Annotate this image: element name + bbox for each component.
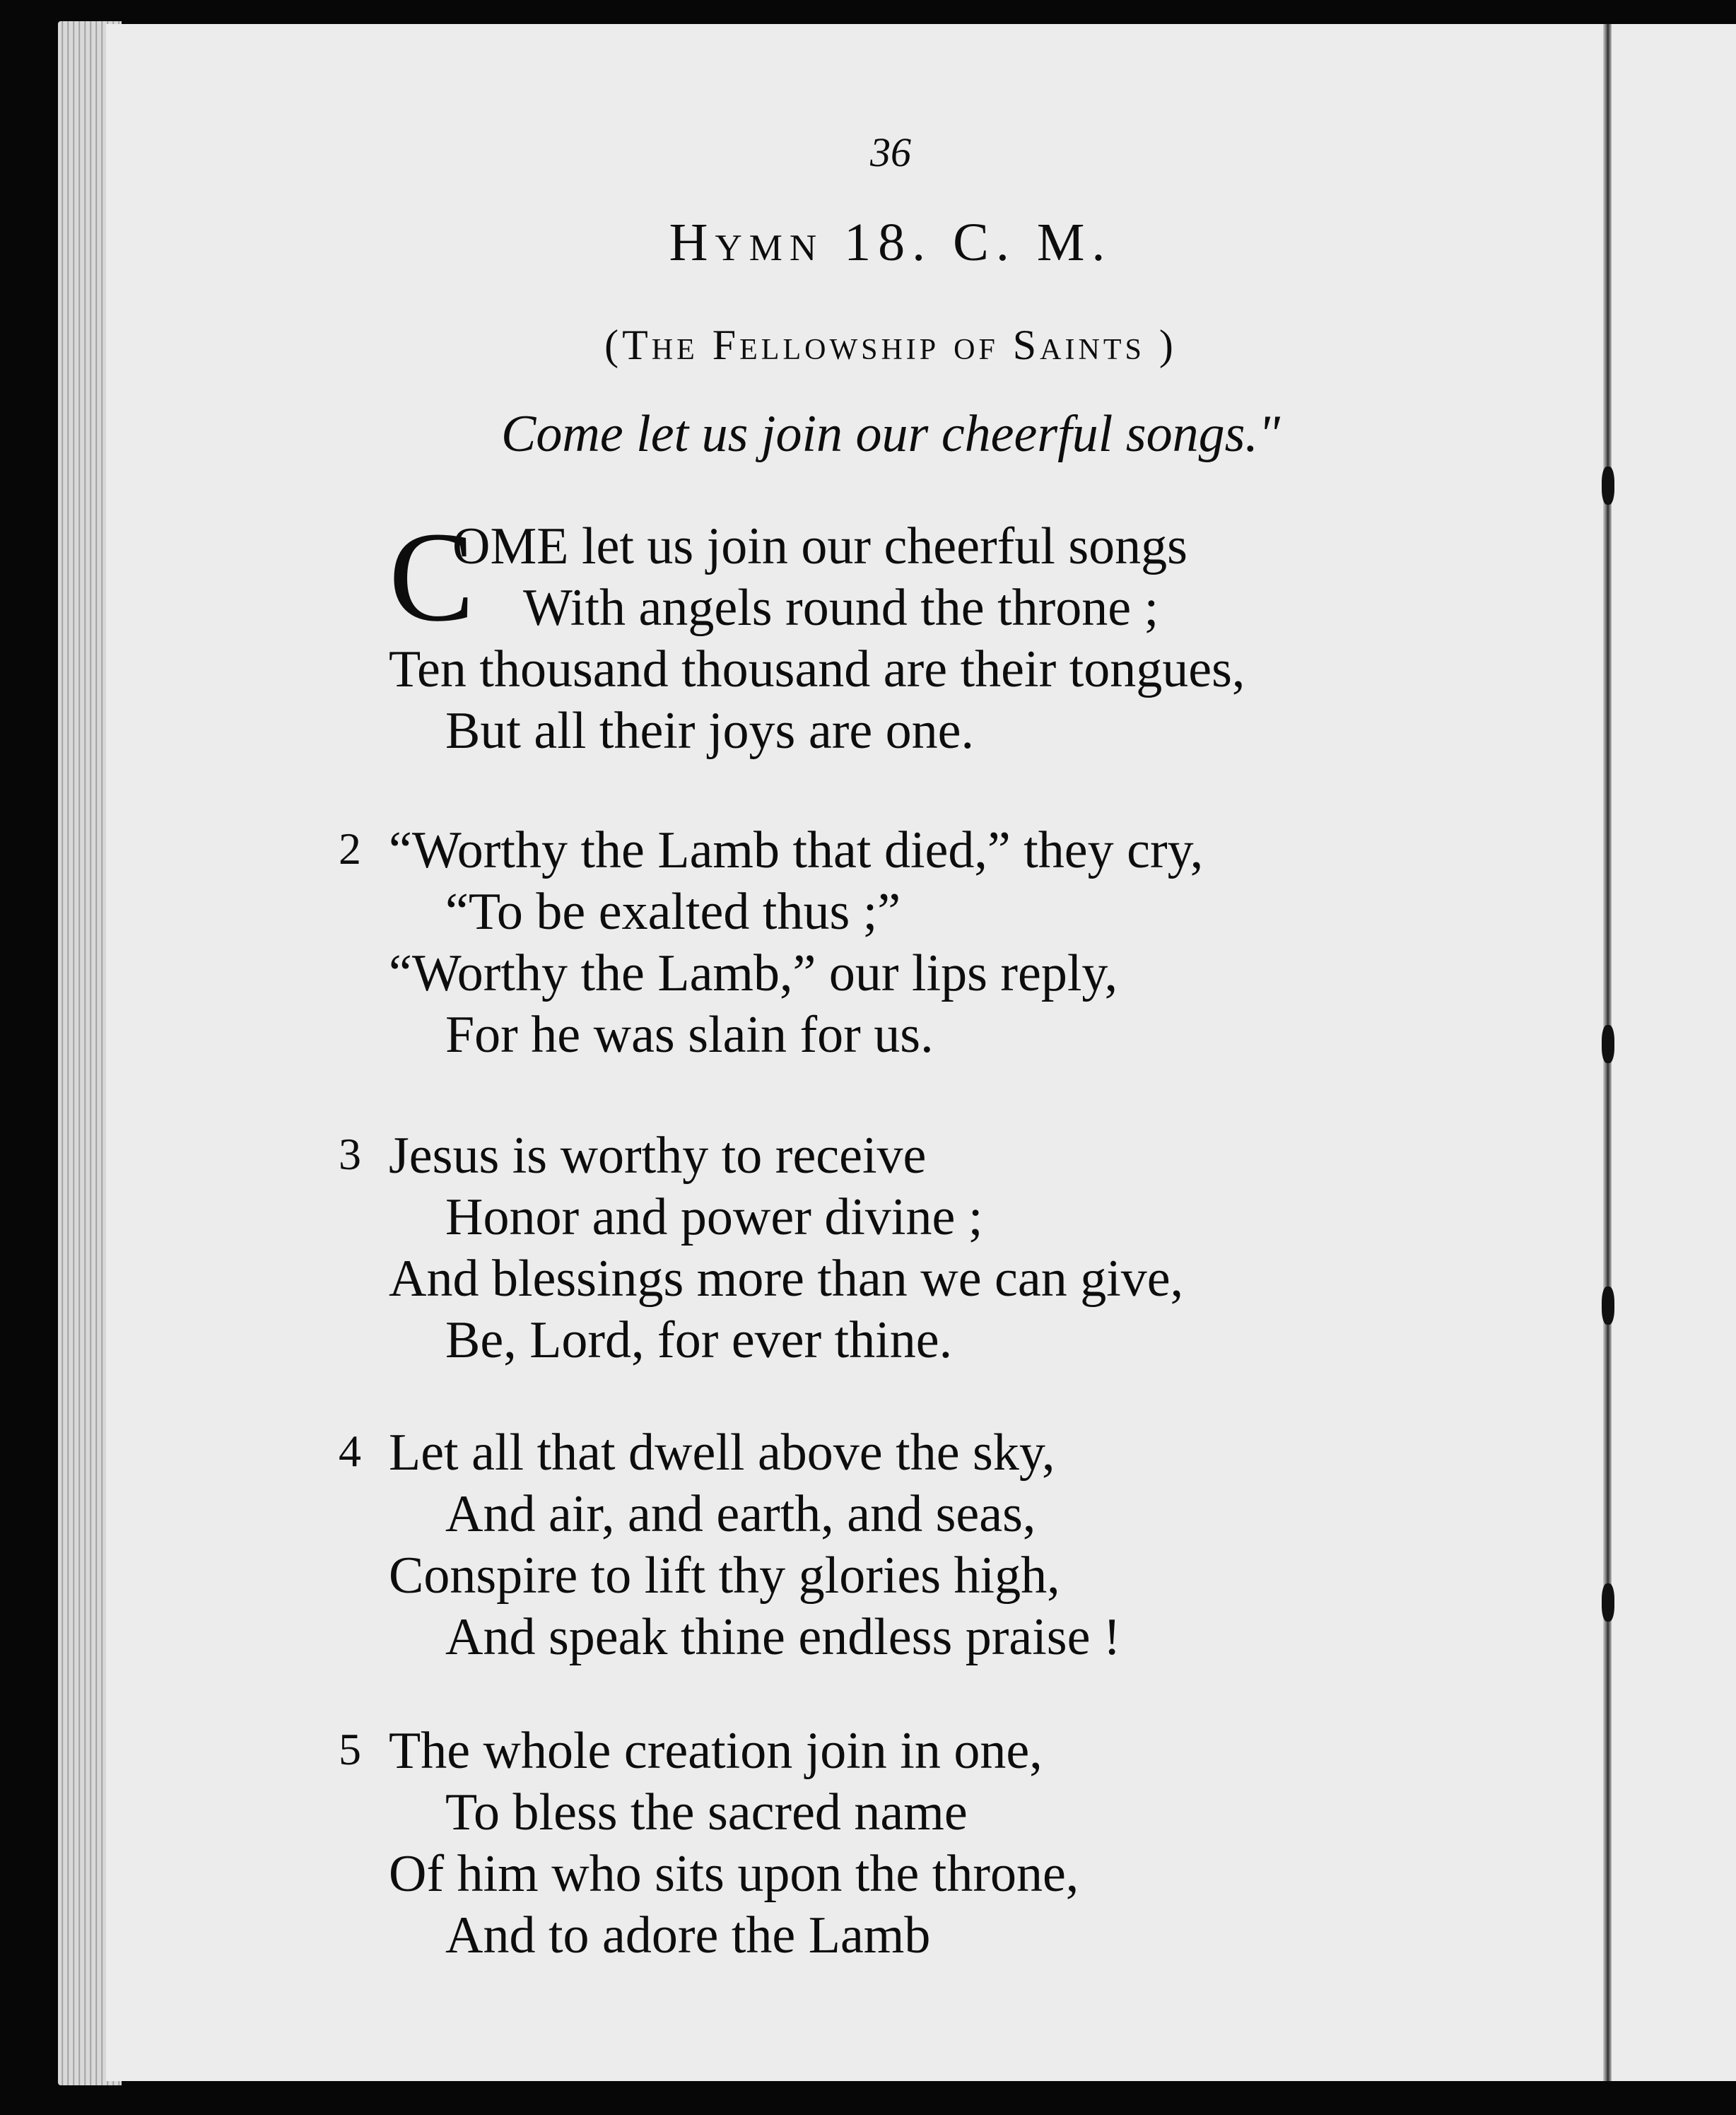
verse-line: Conspire to lift thy glories high, bbox=[389, 1547, 1060, 1605]
verse-line: To bless the sacred name bbox=[445, 1783, 968, 1841]
verse-line: And blessings more than we can give, bbox=[389, 1250, 1184, 1308]
verse-line: “Worthy the Lamb that died,” they cry, bbox=[389, 821, 1204, 879]
verse-line: The whole creation join in one, bbox=[389, 1722, 1043, 1780]
verse-number: 4 bbox=[339, 1426, 361, 1476]
stanza-2 bbox=[311, 820, 1527, 1066]
hymn-subtitle: (The Fellowship of Saints ) bbox=[604, 322, 1177, 368]
verse-line: And to adore the Lamb bbox=[445, 1906, 931, 1964]
page-number: 36 bbox=[870, 129, 911, 175]
verse-line: “To be exalted thus ;” bbox=[445, 883, 901, 941]
verse-line: And air, and earth, and seas, bbox=[445, 1485, 1036, 1543]
verse-line: And speak thine endless praise ! bbox=[445, 1608, 1121, 1666]
stanza-3 bbox=[311, 1125, 1527, 1371]
verse-line: With angels round the throne ; bbox=[523, 579, 1159, 637]
verse-line: Of him who sits upon the throne, bbox=[389, 1845, 1079, 1903]
hymn-title: Hymn 18. C. M. bbox=[669, 213, 1113, 272]
verse-line: For he was slain for us. bbox=[445, 1006, 934, 1064]
verse-number: 3 bbox=[339, 1129, 361, 1179]
verse-line: But all their joys are one. bbox=[445, 702, 975, 760]
verse-line: Let all that dwell above the sky, bbox=[389, 1424, 1055, 1482]
verse-line: Ten thousand thousand are their tongues, bbox=[389, 640, 1245, 698]
verse-number: 2 bbox=[339, 824, 361, 874]
verse-number: 5 bbox=[339, 1724, 361, 1774]
drop-cap: C bbox=[389, 506, 475, 648]
verse-line: Be, Lord, for ever thine. bbox=[445, 1311, 953, 1369]
first-line-quote: Come let us join our cheerful songs." bbox=[501, 405, 1280, 463]
stanza-4 bbox=[311, 1422, 1527, 1668]
verse-line: OME let us join our cheerful songs bbox=[452, 517, 1187, 575]
verse-line: Honor and power divine ; bbox=[445, 1188, 983, 1246]
verse-line: Jesus is worthy to receive bbox=[389, 1127, 927, 1185]
stanza-1 bbox=[311, 506, 1527, 762]
verse-line: “Worthy the Lamb,” our lips reply, bbox=[389, 944, 1118, 1002]
stanza-5 bbox=[311, 1721, 1527, 1967]
